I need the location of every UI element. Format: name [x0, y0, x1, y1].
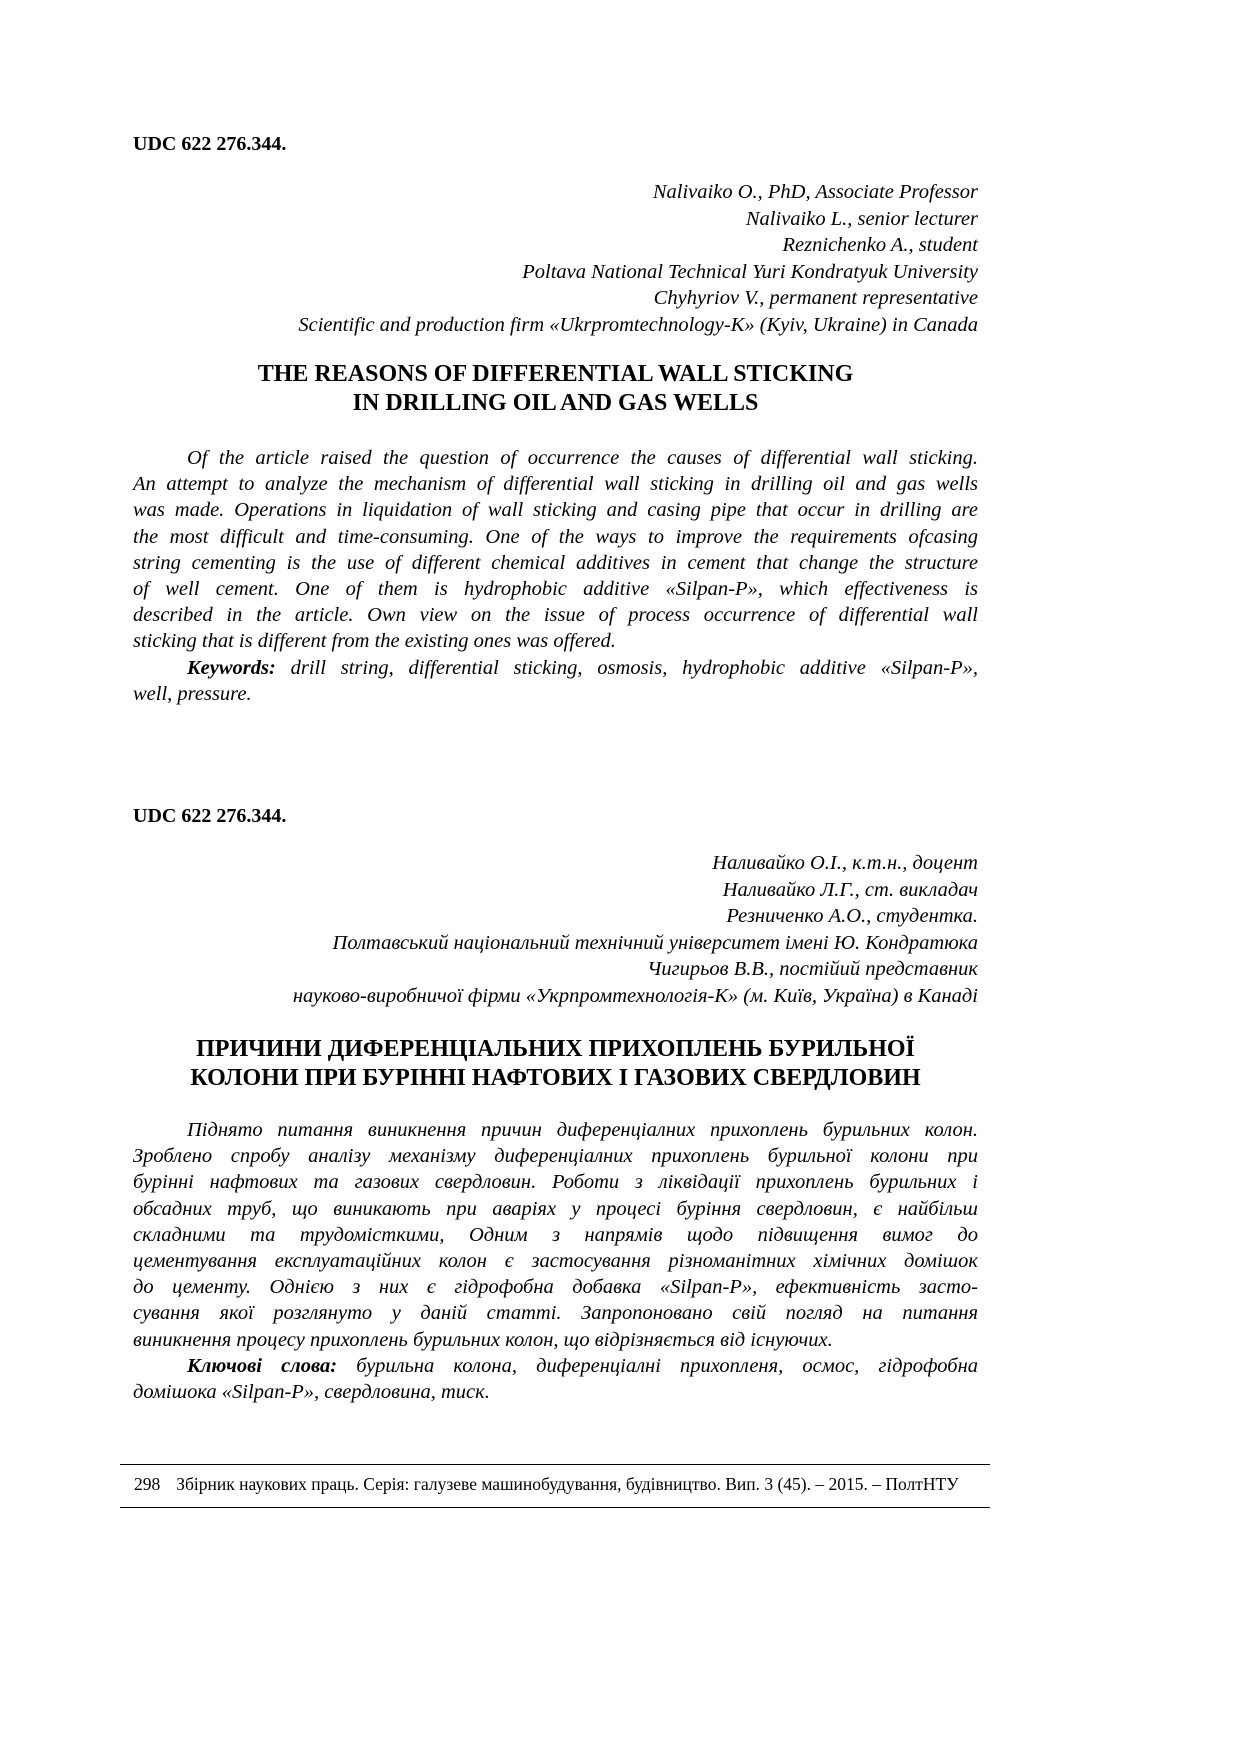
author-line: Наливайко О.І., к.т.н., доцент: [712, 852, 978, 874]
abstract-line: of well cement. One of them is hydrophobic additive «Silpan-P», which effectiveness is: [133, 578, 978, 601]
udc-code-uk: UDC 622 276.344.: [133, 805, 287, 827]
footer-top-rule: [120, 1464, 990, 1465]
abstract-line: до цементу. Однією з них є гідрофобна добавка «Silpan-P», ефективність засто-: [133, 1276, 978, 1299]
title-line: ПРИЧИНИ ДИФЕРЕНЦІАЛЬНИХ ПРИХОПЛЕНЬ БУРИЛЬНОЇ: [196, 1036, 915, 1062]
author-line: Резниченко А.О., студентка.: [726, 905, 978, 928]
abstract-line: Зроблено спробу аналізу механізму диференціалних прихоплень бурильної колони при: [133, 1145, 978, 1168]
abstract-line: сування якої розглянуто у даній статті. Запропоновано свій погляд на питання: [133, 1302, 978, 1325]
abstract-en: [133, 445, 978, 707]
author-line: Chyhyriov V., permanent representative: [653, 287, 978, 310]
affiliation-line: Scientific and production firm «Ukrpromtechnology-K» (Kyiv, Ukraine) in Canada: [298, 313, 978, 336]
keywords-line: [133, 655, 978, 681]
title-line: КОЛОНИ ПРИ БУРІННІ НАФТОВИХ І ГАЗОВИХ СВЕРДЛОВИН: [190, 1065, 921, 1091]
abstract-line: the most difficult and time-consuming. One of the ways to improve the requirements ofcasing: [133, 525, 978, 548]
title-line: IN DRILLING OIL AND GAS WELLS: [352, 390, 759, 416]
authors-block-en: [133, 179, 978, 339]
abstract-line: was made. Operations in liquidation of wall sticking and casing pipe that occur in drilling are: [133, 499, 978, 522]
footer-bottom-rule: [120, 1507, 990, 1508]
affiliation-line: науково-виробничої фірми «Укрпромтехнологія-К» (м. Київ, Україна) в Канаді: [292, 984, 978, 1007]
affiliation-line: Poltava National Technical Yuri Kondratyuk University: [522, 260, 978, 283]
author-line: Nalivaiko O., PhD, Associate Professor: [652, 181, 978, 203]
authors-block-uk: [133, 850, 978, 1010]
abstract-line: string cementing is the use of different chemical additives in cement that change the structure: [133, 551, 978, 574]
abstract-uk: [133, 1117, 978, 1405]
keywords-text: drill string, differential sticking, osmosis, hydrophobic additive «Silpan-P»,: [275, 656, 978, 679]
udc-code-en: UDC 622 276.344.: [133, 133, 287, 155]
author-line: Чигирьов В.В., постійий представник: [647, 958, 978, 981]
abstract-line: виникнення процесу прихоплень бурильних колон, що відрізняється від існуючих.: [133, 1328, 833, 1351]
journal-citation: Збірник наукових праць. Серія: галузеве машинобудування, будівництво. Вип. 3 (45). – 2015. – ПолтНТУ: [176, 1474, 959, 1494]
abstract-line: described in the article. Own view on the issue of process occurrence of differential wall: [133, 604, 978, 627]
author-line: Nalivaiko L., senior lecturer: [745, 207, 978, 230]
article-title-en: [133, 360, 978, 418]
abstract-line: цементування експлуатаційних колон є застосування різноманітних хімічних домішок: [133, 1250, 978, 1273]
keywords-text: бурильна колона, диференціалні прихопленя, осмос, гідрофобна: [337, 1354, 978, 1377]
keywords-label: Ключові слова:: [187, 1354, 338, 1377]
article-title-uk: [133, 1035, 978, 1093]
abstract-line: Of the article raised the question of occurrence the causes of differential wall sticking.: [187, 447, 978, 469]
keywords-line: домішока «Silpan-P», свердловина, тиск.: [133, 1381, 490, 1404]
page-number: 298: [134, 1474, 161, 1494]
abstract-line: бурінні нафтових та газових свердловин. Роботи з ліквідації прихоплень бурильних і: [133, 1171, 978, 1194]
abstract-line: обсадних труб, що виникають при аваріях у процесі буріння свердловин, є найбільш: [133, 1197, 978, 1220]
keywords-label: Keywords:: [187, 656, 276, 679]
abstract-line: sticking that is different from the existing ones was offered.: [133, 630, 616, 653]
affiliation-line: Полтавський національний технічний університет імені Ю. Кондратюка: [332, 931, 978, 954]
abstract-line: Піднято питання виникнення причин диференціалних прихоплень бурильних колон.: [187, 1119, 978, 1141]
keywords-line: well, pressure.: [133, 682, 252, 705]
page-footer: [120, 1474, 990, 1495]
title-line: THE REASONS OF DIFFERENTIAL WALL STICKING: [257, 361, 854, 387]
author-line: Наливайко Л.Г., ст. викладач: [722, 878, 978, 901]
abstract-line: складними та трудомісткими, Одним з напрямів щодо підвищення вимог до: [133, 1223, 978, 1246]
author-line: Reznichenko A., student: [782, 234, 978, 257]
keywords-line: [133, 1353, 978, 1379]
abstract-line: An attempt to analyze the mechanism of differential wall sticking in drilling oil and gas wells: [133, 473, 978, 496]
